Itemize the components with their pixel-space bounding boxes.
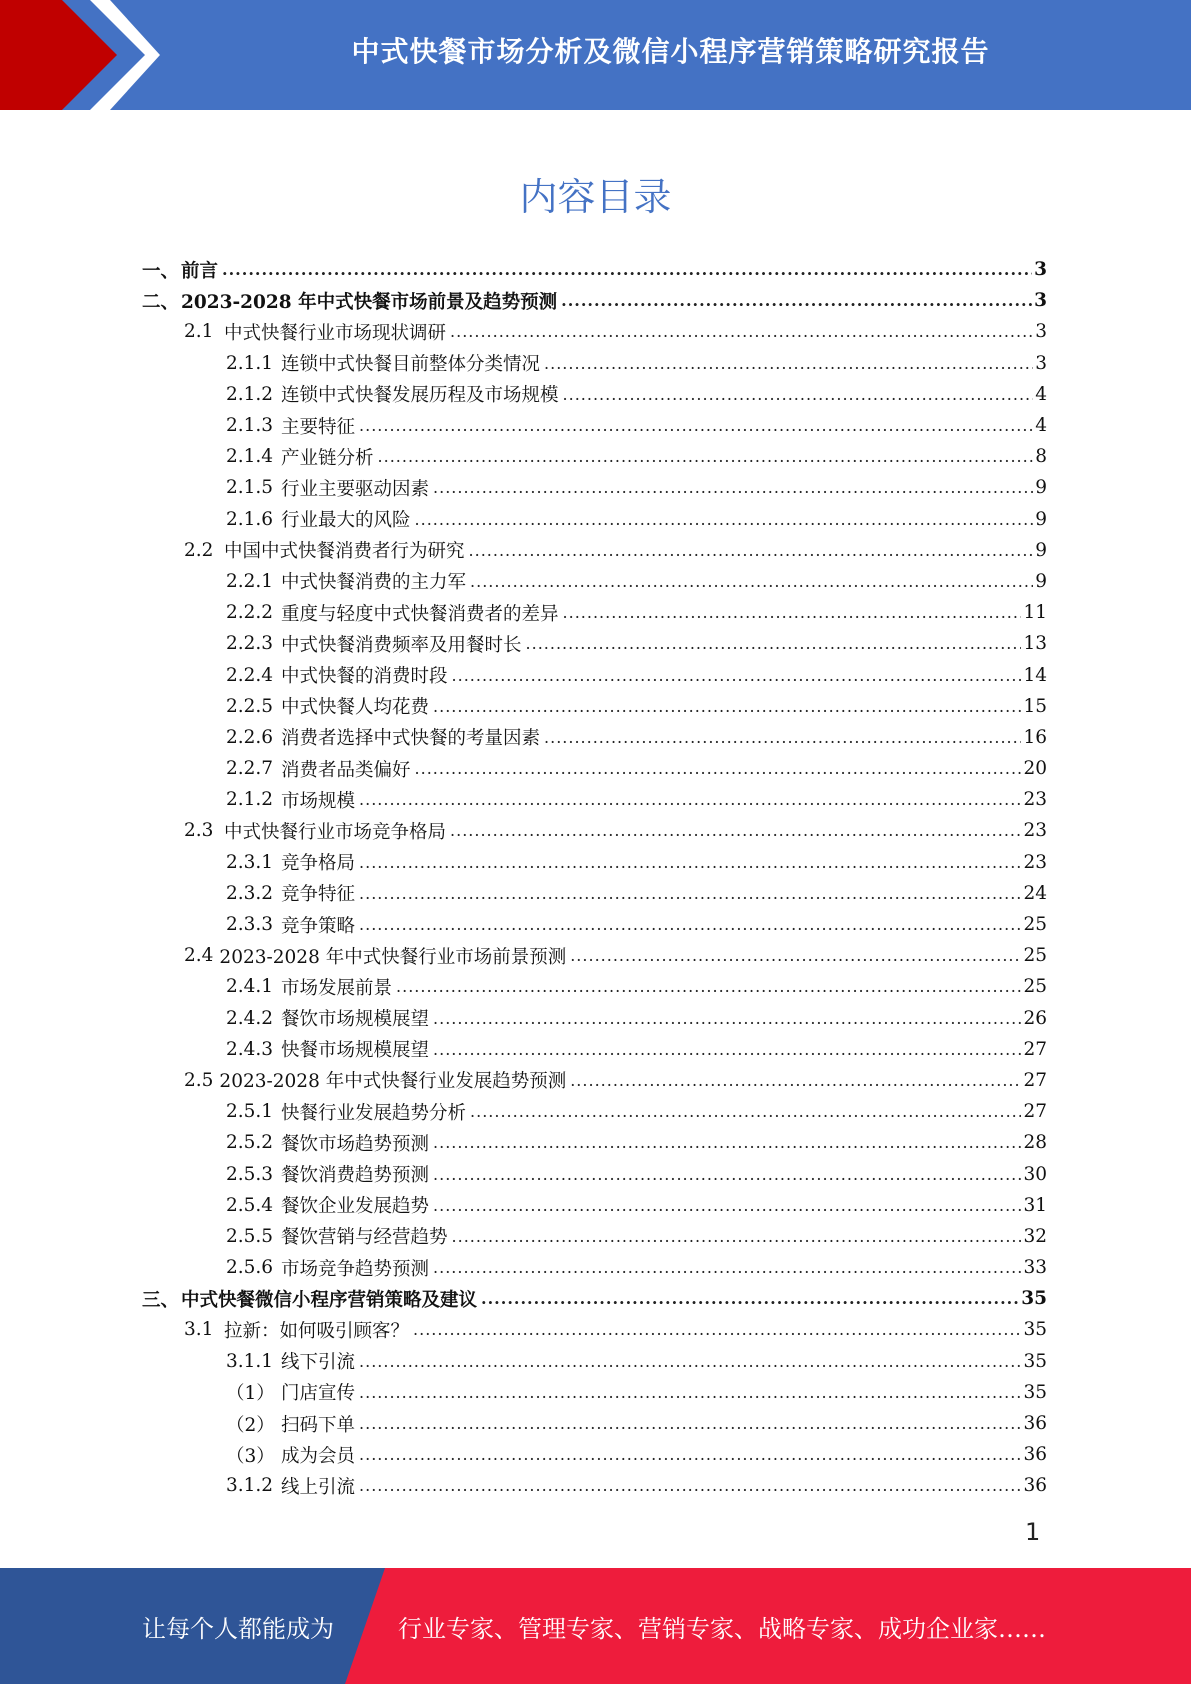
toc-leader-dots xyxy=(222,260,1032,279)
toc-entry-number: 2.4.2 xyxy=(226,1007,274,1029)
toc-leader-dots xyxy=(413,1320,1021,1339)
toc-entry-page: 30 xyxy=(1023,1163,1047,1185)
toc-entry-page: 4 xyxy=(1035,383,1047,405)
toc-entry-title: 中式快餐消费的主力军 xyxy=(281,572,467,594)
toc-entry-number: （3） xyxy=(226,1445,275,1467)
toc-entry[interactable] xyxy=(142,909,1047,940)
toc-entry-number: 3.1.2 xyxy=(226,1475,274,1497)
toc-entry[interactable] xyxy=(142,971,1047,1002)
toc-entry-number: 2.5.5 xyxy=(226,1225,274,1247)
toc-entry-title: 餐饮消费趋势预测 xyxy=(281,1165,430,1187)
toc-entry-title: 线上引流 xyxy=(281,1476,356,1498)
toc-entry-title: 中国中式快餐消费者行为研究 xyxy=(224,541,465,563)
toc-entry-title: 快餐行业发展趋势分析 xyxy=(281,1102,467,1124)
toc-entry-page: 4 xyxy=(1035,415,1047,437)
toc-leader-dots xyxy=(359,790,1021,809)
toc-leader-dots xyxy=(359,1476,1021,1495)
toc-entry[interactable] xyxy=(142,1470,1047,1501)
toc-leader-dots xyxy=(433,1196,1021,1215)
toc-entry-page: 35 xyxy=(1023,1350,1047,1372)
toc-entry-title: 2023-2028 年中式快餐行业市场前景预测 xyxy=(219,946,567,968)
toc-entry-number: 2.2.6 xyxy=(226,726,274,748)
toc-entry[interactable] xyxy=(142,784,1047,815)
toc-entry-number: 2.4.3 xyxy=(226,1038,274,1060)
toc-entry[interactable] xyxy=(142,348,1047,379)
toc-leader-dots xyxy=(433,1258,1021,1277)
toc-entry-number: 2.2.3 xyxy=(226,633,274,655)
toc-entry[interactable] xyxy=(142,878,1047,909)
toc-entry-page: 15 xyxy=(1023,695,1047,717)
toc-leader-dots xyxy=(452,666,1022,685)
toc-entry-number: 2.5.6 xyxy=(226,1257,274,1279)
report-title: 中式快餐市场分析及微信小程序营销策略研究报告 xyxy=(351,35,990,68)
toc-entry[interactable] xyxy=(142,316,1047,347)
toc-entry-title: 主要特征 xyxy=(281,416,356,438)
toc-entry-title: 重度与轻度中式快餐消费者的差异 xyxy=(281,603,559,625)
toc-entry-page: 35 xyxy=(1023,1381,1047,1403)
toc-entry-number: 2.5.4 xyxy=(226,1194,274,1216)
toc-entry-number: 2.1 xyxy=(184,321,214,343)
toc-entry-page: 3 xyxy=(1035,321,1047,343)
toc-entry-page: 25 xyxy=(1023,945,1047,967)
toc-entry[interactable] xyxy=(142,1034,1047,1065)
toc-entry-number: 2.1.2 xyxy=(226,383,274,405)
toc-entry[interactable] xyxy=(142,1346,1047,1377)
toc-entry-number: 2.2.2 xyxy=(226,602,274,624)
toc-entry-number: 2.1.3 xyxy=(226,415,274,437)
toc-leader-dots xyxy=(544,728,1021,747)
toc-entry-number: 2.2 xyxy=(184,539,214,561)
toc-leader-dots xyxy=(563,603,1022,622)
toc-entry-title: 2023-2028 年中式快餐市场前景及趋势预测 xyxy=(181,291,558,313)
toc-leader-dots xyxy=(433,1009,1021,1028)
toc-entry-title: 前言 xyxy=(181,260,219,282)
toc-entry[interactable] xyxy=(142,1283,1047,1314)
toc-entry[interactable] xyxy=(142,691,1047,722)
toc-entry-page: 9 xyxy=(1035,477,1047,499)
toc-entry-page: 3 xyxy=(1034,259,1047,281)
toc-entry[interactable] xyxy=(142,1314,1047,1345)
toc-entry[interactable] xyxy=(142,1065,1047,1096)
toc-entry-title: 中式快餐行业市场现状调研 xyxy=(224,322,447,344)
toc-leader-dots xyxy=(433,1040,1021,1059)
toc-entry-page: 28 xyxy=(1023,1132,1047,1154)
toc-leader-dots xyxy=(450,821,1021,840)
toc-entry[interactable] xyxy=(142,1190,1047,1221)
toc-entry-page: 14 xyxy=(1023,664,1047,686)
toc-entry-page: 35 xyxy=(1023,1319,1047,1341)
toc-entry[interactable] xyxy=(142,379,1047,410)
toc-leader-dots xyxy=(481,1289,1019,1308)
toc-entry-title: 餐饮企业发展趋势 xyxy=(281,1196,430,1218)
toc-entry-number: 2.5.1 xyxy=(226,1101,274,1123)
toc-entry-number: 2.2.4 xyxy=(226,664,274,686)
footer-slogan-right: 行业专家、管理专家、营销专家、战略专家、成功企业家…… xyxy=(398,1614,1046,1643)
toc-entry-number: 3.1 xyxy=(184,1319,214,1341)
toc-entry-title: 餐饮营销与经营趋势 xyxy=(281,1227,448,1249)
toc-leader-dots xyxy=(563,385,1034,404)
toc-leader-dots xyxy=(526,634,1022,653)
toc-entry-title: 快餐市场规模展望 xyxy=(281,1040,430,1062)
toc-entry[interactable] xyxy=(142,753,1047,784)
toc-entry[interactable] xyxy=(142,441,1047,472)
toc-entry-number: 2.5.3 xyxy=(226,1163,274,1185)
toc-entry-title: 连锁中式快餐目前整体分类情况 xyxy=(281,354,541,376)
toc-leader-dots xyxy=(396,977,1021,996)
toc-entry-number: 2.4 xyxy=(184,945,214,967)
toc-entry-page: 27 xyxy=(1023,1101,1047,1123)
toc-leader-dots xyxy=(433,478,1033,497)
toc-entry-number: 三、 xyxy=(142,1289,180,1311)
toc-entry-title: 餐饮市场趋势预测 xyxy=(281,1133,430,1155)
toc-leader-dots xyxy=(359,1445,1021,1464)
toc-leader-dots xyxy=(570,946,1021,965)
toc-leader-dots xyxy=(433,1165,1021,1184)
toc-entry-title: 中式快餐行业市场竞争格局 xyxy=(224,821,447,843)
toc-entry-title: 行业最大的风险 xyxy=(281,510,411,532)
toc-entry-title: 成为会员 xyxy=(281,1445,356,1467)
toc-entry-title: 市场发展前景 xyxy=(281,977,393,999)
toc-leader-dots xyxy=(359,416,1033,435)
toc-entry-title: 市场规模 xyxy=(281,790,356,812)
toc-entry-page: 36 xyxy=(1023,1444,1047,1466)
toc-entry-title: 门店宣传 xyxy=(281,1383,356,1405)
toc-entry-title: 中式快餐消费频率及用餐时长 xyxy=(281,634,522,656)
toc-entry-title: 餐饮市场规模展望 xyxy=(281,1009,430,1031)
header-banner xyxy=(0,0,1191,110)
toc-entry[interactable] xyxy=(142,1252,1047,1283)
toc-leader-dots xyxy=(359,1414,1021,1433)
toc-entry-number: 2.1.2 xyxy=(226,789,274,811)
toc-leader-dots xyxy=(415,759,1022,778)
toc-entry[interactable] xyxy=(142,285,1047,316)
toc-entry-title: 竞争特征 xyxy=(281,884,356,906)
toc-entry-title: 2023-2028 年中式快餐行业发展趋势预测 xyxy=(219,1071,567,1093)
toc-entry-title: 扫码下单 xyxy=(281,1414,356,1436)
header-arrow-decoration xyxy=(0,0,160,110)
toc-entry-title: 产业链分析 xyxy=(281,447,374,469)
toc-entry-page: 35 xyxy=(1021,1288,1047,1310)
toc-entry-title: 连锁中式快餐发展历程及市场规模 xyxy=(281,385,559,407)
toc-entry[interactable] xyxy=(142,815,1047,846)
toc-entry-number: 2.5.2 xyxy=(226,1132,274,1154)
toc-entry[interactable] xyxy=(142,1127,1047,1158)
toc-entry-page: 36 xyxy=(1023,1475,1047,1497)
toc-leader-dots xyxy=(433,1133,1021,1152)
toc-leader-dots xyxy=(470,572,1033,591)
toc-entry[interactable] xyxy=(142,597,1047,628)
toc-leader-dots xyxy=(359,915,1021,934)
toc-entry-page: 3 xyxy=(1035,352,1047,374)
toc-entry-number: 2.4.1 xyxy=(226,976,274,998)
toc-entry-page: 31 xyxy=(1023,1194,1047,1216)
toc-leader-dots xyxy=(452,1227,1022,1246)
toc-entry[interactable] xyxy=(142,254,1047,285)
toc-entry-page: 13 xyxy=(1023,633,1047,655)
toc-entry-title: 线下引流 xyxy=(281,1352,356,1374)
toc-entry-page: 26 xyxy=(1023,1007,1047,1029)
toc-entry-number: 3.1.1 xyxy=(226,1350,274,1372)
page-number: 1 xyxy=(1025,1518,1041,1546)
toc-leader-dots xyxy=(450,322,1033,341)
toc-entry[interactable] xyxy=(142,1096,1047,1127)
toc-entry-page: 16 xyxy=(1023,726,1047,748)
toc-heading: 内容目录 xyxy=(519,175,672,219)
toc-entry-page: 9 xyxy=(1035,539,1047,561)
toc-entry-title: 行业主要驱动因素 xyxy=(281,478,430,500)
toc-entry[interactable] xyxy=(142,410,1047,441)
toc-leader-dots xyxy=(415,510,1034,529)
toc-leader-dots xyxy=(570,1071,1021,1090)
toc-leader-dots xyxy=(359,1352,1021,1371)
toc-entry[interactable] xyxy=(142,535,1047,566)
toc-entry[interactable] xyxy=(142,659,1047,690)
toc-entry-number: 二、 xyxy=(142,291,180,313)
toc-entry[interactable] xyxy=(142,1377,1047,1408)
toc-entry-number: 2.3.1 xyxy=(226,851,274,873)
toc-entry-page: 20 xyxy=(1023,758,1047,780)
toc-leader-dots xyxy=(359,853,1021,872)
toc-leader-dots xyxy=(561,291,1032,310)
toc-entry-title: 拉新：如何吸引顾客？ xyxy=(224,1320,410,1342)
toc-entry-number: 一、 xyxy=(142,260,180,282)
toc-entry-page: 23 xyxy=(1023,851,1047,873)
toc-entry-number: 2.3 xyxy=(184,820,214,842)
toc-entry-number: （1） xyxy=(226,1383,275,1405)
toc-entry[interactable] xyxy=(142,847,1047,878)
toc-entry-title: 中式快餐微信小程序营销策略及建议 xyxy=(181,1289,478,1311)
toc-entry[interactable] xyxy=(142,472,1047,503)
toc-entry-title: 竞争策略 xyxy=(281,915,356,937)
toc-entry-title: 消费者品类偏好 xyxy=(281,759,411,781)
toc-entry-page: 32 xyxy=(1023,1225,1047,1247)
toc-entry-title: 中式快餐人均花费 xyxy=(281,697,430,719)
toc-entry-page: 23 xyxy=(1023,789,1047,811)
toc-leader-dots xyxy=(544,354,1033,373)
toc-entry-title: 消费者选择中式快餐的考量因素 xyxy=(281,728,541,750)
toc-leader-dots xyxy=(359,884,1021,903)
toc-entry-page: 27 xyxy=(1023,1069,1047,1091)
toc-entry-page: 25 xyxy=(1023,976,1047,998)
toc-entry-page: 8 xyxy=(1035,446,1047,468)
toc-entry-number: 2.2.5 xyxy=(226,695,274,717)
toc-entry-number: 2.2.7 xyxy=(226,758,274,780)
footer-slogan-left: 让每个人都能成为 xyxy=(142,1614,334,1643)
toc-entry-number: 2.3.3 xyxy=(226,914,274,936)
toc-leader-dots xyxy=(470,1102,1021,1121)
toc-entry[interactable] xyxy=(142,722,1047,753)
footer-banner xyxy=(0,1568,1191,1684)
toc-entry-title: 中式快餐的消费时段 xyxy=(281,666,448,688)
toc-entry-number: 2.1.4 xyxy=(226,446,274,468)
toc-entry[interactable] xyxy=(142,1439,1047,1470)
toc-leader-dots xyxy=(433,697,1021,716)
toc-leader-dots xyxy=(469,541,1034,560)
toc-entry-title: 竞争格局 xyxy=(281,853,356,875)
toc-entry-number: 2.1.1 xyxy=(226,352,274,374)
toc-entry-page: 11 xyxy=(1023,602,1047,624)
toc-entry[interactable] xyxy=(142,504,1047,535)
toc-entry-page: 24 xyxy=(1023,882,1047,904)
toc-entry-number: （2） xyxy=(226,1414,275,1436)
toc-leader-dots xyxy=(378,447,1034,466)
toc-entry[interactable] xyxy=(142,1408,1047,1439)
toc-entry-page: 3 xyxy=(1034,290,1047,312)
toc-entry[interactable] xyxy=(142,566,1047,597)
toc-entry[interactable] xyxy=(142,1221,1047,1252)
toc-entry-page: 9 xyxy=(1035,508,1047,530)
table-of-contents xyxy=(142,254,1047,1502)
toc-entry-page: 23 xyxy=(1023,820,1047,842)
toc-entry-number: 2.2.1 xyxy=(226,570,274,592)
toc-leader-dots xyxy=(359,1383,1021,1402)
toc-entry[interactable] xyxy=(142,628,1047,659)
toc-entry-page: 33 xyxy=(1023,1257,1047,1279)
toc-entry[interactable] xyxy=(142,940,1047,971)
toc-entry-page: 36 xyxy=(1023,1413,1047,1435)
toc-entry-title: 市场竞争趋势预测 xyxy=(281,1258,430,1280)
toc-entry[interactable] xyxy=(142,1158,1047,1189)
toc-entry-number: 2.1.5 xyxy=(226,477,274,499)
toc-entry-page: 25 xyxy=(1023,914,1047,936)
toc-entry-number: 2.5 xyxy=(184,1069,214,1091)
toc-entry-number: 2.3.2 xyxy=(226,882,274,904)
toc-entry-page: 9 xyxy=(1035,570,1047,592)
toc-entry-number: 2.1.6 xyxy=(226,508,274,530)
toc-entry-page: 27 xyxy=(1023,1038,1047,1060)
toc-entry[interactable] xyxy=(142,1003,1047,1034)
